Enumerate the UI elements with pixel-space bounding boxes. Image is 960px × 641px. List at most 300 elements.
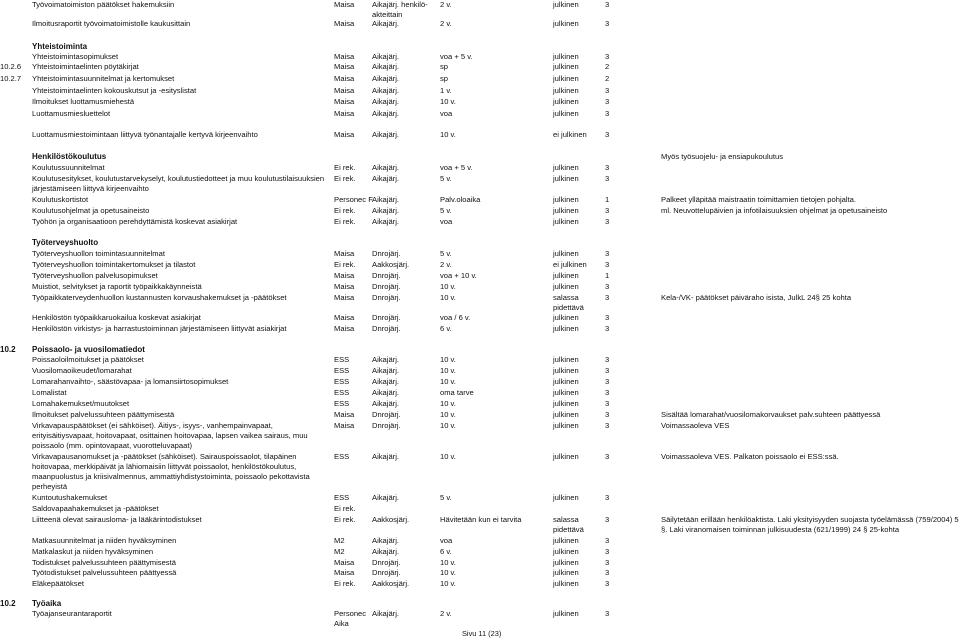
record-order: Dnrojärj. xyxy=(372,568,401,577)
retention-period: 10 v. xyxy=(440,558,456,567)
record-order: Aikajärj. xyxy=(372,217,400,226)
section-number: 10.2 xyxy=(0,345,16,354)
record-system: Ei rek. xyxy=(334,579,356,588)
table-row xyxy=(0,462,960,472)
record-system: Maisa xyxy=(334,52,355,61)
retention-period: 5 v. xyxy=(440,174,452,183)
record-remark: ml. Neuvottelupäivien ja infotilaisuuksien ohjelmat ja opetusaineisto xyxy=(661,206,888,215)
section-number: 10.2 xyxy=(0,599,16,608)
protection-level: 3 xyxy=(605,174,610,183)
record-title: Yhteistoimintaelinten kokouskutsut ja -esityslistat xyxy=(32,86,197,95)
table-row xyxy=(0,515,960,525)
retention-period: 6 v. xyxy=(440,324,452,333)
protection-level: 3 xyxy=(605,282,610,291)
retention-period: 2 v. xyxy=(440,609,452,618)
record-title: Liitteenä olevat sairausloma- ja lääkärintodistukset xyxy=(32,515,202,524)
publicity-status: julkinen xyxy=(553,568,579,577)
record-order: Aakkosjärj. xyxy=(372,260,410,269)
section-number: 10.2.7 xyxy=(0,74,22,83)
publicity-status: julkinen xyxy=(553,421,579,430)
table-row xyxy=(0,388,960,398)
retention-period: 10 v. xyxy=(440,293,456,302)
record-remark: Voimassaoleva VES xyxy=(661,421,730,430)
retention-period: 5 v. xyxy=(440,206,452,215)
record-order: Dnrojärj. xyxy=(372,421,401,430)
record-order: Aikajärj. xyxy=(372,206,400,215)
record-order: Aikajärj. xyxy=(372,97,400,106)
record-order: Aikajärj. xyxy=(372,19,400,28)
record-order: Dnrojärj. xyxy=(372,282,401,291)
section-number: 10.2.6 xyxy=(0,62,22,71)
protection-level: 3 xyxy=(605,568,610,577)
publicity-status: julkinen xyxy=(553,388,579,397)
protection-level: 1 xyxy=(605,195,610,204)
table-row xyxy=(0,536,960,546)
publicity-status: julkinen xyxy=(553,366,579,375)
record-system: Maisa xyxy=(334,421,355,430)
record-order: Aikajärj. xyxy=(372,399,400,408)
record-title: Ilmoitusraportit työvoimatoimistolle kaukusittain xyxy=(32,19,191,28)
record-title: Saldovapaahakemukset ja -päätökset xyxy=(32,504,159,513)
record-title: Virkavapausanomukset ja -päätökset (sähköiset). Sairauspoissaolot, tilapäinen xyxy=(32,452,297,461)
table-row xyxy=(0,271,960,281)
record-title: maanpuolustus ja kriisivalmennus, ammattiyhdistystoiminta, poissaolo pekottavista xyxy=(32,472,310,481)
publicity-status: julkinen xyxy=(553,609,579,618)
publicity-status: julkinen xyxy=(553,86,579,95)
retention-period: voa xyxy=(440,217,453,226)
table-row xyxy=(0,260,960,270)
record-title: Henkilöstön työpaikkaruokailua koskevat asiakirjat xyxy=(32,313,201,322)
retention-period: voa / 6 v. xyxy=(440,313,471,322)
record-system: ESS xyxy=(334,377,350,386)
table-row xyxy=(0,355,960,365)
table-row xyxy=(0,86,960,96)
retention-period: 2 v. xyxy=(440,0,452,9)
table-row xyxy=(0,74,960,84)
page-number: Sivu 11 (23) xyxy=(462,629,502,638)
record-order: Aikajärj. xyxy=(372,493,400,502)
table-row xyxy=(0,558,960,568)
table-row xyxy=(0,472,960,482)
retention-period: oma tarve xyxy=(440,388,474,397)
record-order: Aikajärj. xyxy=(372,195,400,204)
record-system: Personec F xyxy=(334,195,373,204)
table-row xyxy=(0,431,960,441)
record-order: Aikajärj. xyxy=(372,62,400,71)
record-title: Työterveyshuollon palvelusopimukset xyxy=(32,271,158,280)
retention-period: 10 v. xyxy=(440,421,456,430)
record-system: ESS xyxy=(334,366,350,375)
record-title: Matkasuunnitelmat ja niiden hyväksyminen xyxy=(32,536,177,545)
protection-level: 3 xyxy=(605,515,610,524)
protection-level: 3 xyxy=(605,217,610,226)
record-system: Ei rek. xyxy=(334,217,356,226)
record-title: Henkilöstökoulutus xyxy=(32,152,107,161)
record-order: Dnrojärj. xyxy=(372,271,401,280)
retention-period: 6 v. xyxy=(440,547,452,556)
record-order: Aikajärj. xyxy=(372,366,400,375)
publicity-status: julkinen xyxy=(553,0,579,9)
section-heading-row xyxy=(0,238,960,248)
retention-period: 5 v. xyxy=(440,493,452,502)
record-order: Aikajärj. xyxy=(372,52,400,61)
record-remark: Voimassaoleva VES. Palkaton poissaolo ei ESS:ssä. xyxy=(661,452,839,461)
record-system: Maisa xyxy=(334,86,355,95)
record-system: Maisa xyxy=(334,271,355,280)
publicity-status: julkinen xyxy=(553,410,579,419)
publicity-status: julkinen xyxy=(553,452,579,461)
publicity-status: julkinen xyxy=(553,282,579,291)
publicity-status: julkinen xyxy=(553,579,579,588)
protection-level: 3 xyxy=(605,558,610,567)
retention-period: 10 v. xyxy=(440,282,456,291)
record-system: ESS xyxy=(334,452,350,461)
publicity-status: ei julkinen xyxy=(553,260,587,269)
record-system: Maisa xyxy=(334,109,355,118)
record-order: Aikajärj. xyxy=(372,109,400,118)
table-row xyxy=(0,579,960,589)
record-system: ESS xyxy=(334,493,350,502)
record-title: Muistiot, selvitykset ja raportit työpaikkakäynneistä xyxy=(32,282,202,291)
table-row xyxy=(0,184,960,194)
table-row xyxy=(0,303,960,313)
record-system: Ei rek. xyxy=(334,515,356,524)
record-title: Työtodistukset palvelussuhteen päättyessä xyxy=(32,568,177,577)
record-system: Maisa xyxy=(334,74,355,83)
retention-period: voa xyxy=(440,536,453,545)
table-row xyxy=(0,293,960,303)
record-order: Dnrojärj. xyxy=(372,293,401,302)
protection-level: 3 xyxy=(605,410,610,419)
record-order: Aikajärj. xyxy=(372,547,400,556)
protection-level: 3 xyxy=(605,547,610,556)
record-title: Eläkepäätökset xyxy=(32,579,84,588)
table-row xyxy=(0,619,960,629)
publicity-status: julkinen xyxy=(553,174,579,183)
record-order: Aikajärj. xyxy=(372,74,400,83)
record-system: ESS xyxy=(334,399,350,408)
table-row xyxy=(0,452,960,462)
protection-level: 2 xyxy=(605,74,610,83)
record-order: Dnrojärj. xyxy=(372,324,401,333)
retention-period: voa xyxy=(440,109,453,118)
publicity-status: julkinen xyxy=(553,547,579,556)
table-row xyxy=(0,482,960,492)
record-title: poissaolo (mm. opintovapaat, vuorotteluvapaat) xyxy=(32,441,192,450)
record-title: Työpaikkaterveydenhuollon kustannusten korvaushakemukset ja -päätökset xyxy=(32,293,287,302)
retention-period: 10 v. xyxy=(440,410,456,419)
record-title: Poissaolo- ja vuosilomatiedot xyxy=(32,345,145,354)
table-row xyxy=(0,493,960,503)
protection-level: 3 xyxy=(605,493,610,502)
record-title: Työajanseurantaraportit xyxy=(32,609,112,618)
record-system: Ei rek. xyxy=(334,174,356,183)
table-row xyxy=(0,249,960,259)
record-remark: §. Laki viranomaisen toiminnan julkisuudesta (621/1999) 24 § 25-kohta xyxy=(661,525,900,534)
record-title: Virkavapauspäätökset (ei sähköiset). Äitiys-, isyys-, vanhempainvapaat, xyxy=(32,421,273,430)
retention-period: 10 v. xyxy=(440,452,456,461)
record-order: Aikajärj. xyxy=(372,377,400,386)
table-row xyxy=(0,109,960,119)
retention-period: 10 v. xyxy=(440,568,456,577)
record-order: akteittain xyxy=(372,10,403,19)
table-row xyxy=(0,52,960,62)
publicity-status: julkinen xyxy=(553,324,579,333)
publicity-status: pidettävä xyxy=(553,525,584,534)
record-system: Personec xyxy=(334,609,367,618)
record-title: Ilmoitukset palvelussuhteen päättymisestä xyxy=(32,410,175,419)
protection-level: 3 xyxy=(605,0,610,9)
record-title: Henkilöstön virkistys- ja harrastustoiminnan järjestämiseen liittyvät asiakirjat xyxy=(32,324,287,333)
record-system: M2 xyxy=(334,547,345,556)
record-order: Dnrojärj. xyxy=(372,249,401,258)
record-title: Työaika xyxy=(32,599,62,608)
table-row xyxy=(0,282,960,292)
publicity-status: julkinen xyxy=(553,74,579,83)
record-title: Lomalistat xyxy=(32,388,67,397)
record-order: Aikajärj. xyxy=(372,86,400,95)
protection-level: 3 xyxy=(605,130,610,139)
publicity-status: julkinen xyxy=(553,62,579,71)
record-title: perheyistä xyxy=(32,482,68,491)
record-order: Dnrojärj. xyxy=(372,313,401,322)
record-remark: Myös työsuojelu- ja ensiapukoulutus xyxy=(661,152,783,161)
record-title: Ilmoitukset luottamusmiehestä xyxy=(32,97,135,106)
section-heading-row xyxy=(0,345,960,355)
protection-level: 3 xyxy=(605,377,610,386)
table-row xyxy=(0,609,960,619)
table-row xyxy=(0,19,960,29)
record-title: Koulutusesitykset, koulutustarvekyselyt, koulutustiedotteet ja muu koulutustilaisuuksien xyxy=(32,174,325,183)
protection-level: 3 xyxy=(605,163,610,172)
record-system: ESS xyxy=(334,355,350,364)
protection-level: 3 xyxy=(605,388,610,397)
protection-level: 3 xyxy=(605,579,610,588)
table-row xyxy=(0,195,960,205)
protection-level: 3 xyxy=(605,313,610,322)
table-row xyxy=(0,421,960,431)
record-system: Ei rek. xyxy=(334,163,356,172)
publicity-status: julkinen xyxy=(553,271,579,280)
record-title: Lomarahanvaihto-, säästövapaa- ja lomansiirtosopimukset xyxy=(32,377,229,386)
table-row xyxy=(0,313,960,323)
record-order: Aikajärj. xyxy=(372,174,400,183)
record-order: Aikajärj. xyxy=(372,452,400,461)
publicity-status: julkinen xyxy=(553,206,579,215)
protection-level: 3 xyxy=(605,52,610,61)
record-order: Aakkosjärj. xyxy=(372,515,410,524)
protection-level: 3 xyxy=(605,536,610,545)
table-row xyxy=(0,399,960,409)
section-heading-row xyxy=(0,599,960,609)
record-system: ESS xyxy=(334,388,350,397)
publicity-status: salassa xyxy=(553,293,579,302)
record-order: Aikajärj. henkilö- xyxy=(372,0,428,9)
record-title: Työterveyshuollon toimintakertomukset ja tilastot xyxy=(32,260,196,269)
record-system: Aika xyxy=(334,619,349,628)
record-remark: Sisältää lomarahat/vuosilomakorvaukset palv.suhteen päättyessä xyxy=(661,410,881,419)
record-order: Aikajärj. xyxy=(372,536,400,545)
retention-period: 10 v. xyxy=(440,399,456,408)
record-title: hoitovapaa, merkkipäivät ja lähiomaisiin liittyvät poissaolot, henkilöstökoulutus, xyxy=(32,462,297,471)
protection-level: 3 xyxy=(605,19,610,28)
protection-level: 3 xyxy=(605,293,610,302)
publicity-status: julkinen xyxy=(553,377,579,386)
record-remark: Palkeet ylläpitää maistraatin toimittamien tietojen pohjalta. xyxy=(661,195,857,204)
retention-period: 10 v. xyxy=(440,355,456,364)
record-title: Luottamusmiesluettelot xyxy=(32,109,111,118)
record-title: Luottamusmiestoimintaan liittyvä työnantajalle kertyvä kirjeenvaihto xyxy=(32,130,258,139)
publicity-status: julkinen xyxy=(553,19,579,28)
protection-level: 1 xyxy=(605,271,610,280)
table-row xyxy=(0,525,960,535)
record-title: Yhteistoimintasopimukset xyxy=(32,52,119,61)
record-system: Maisa xyxy=(334,558,355,567)
retention-period: 2 v. xyxy=(440,260,452,269)
record-system: Ei rek. xyxy=(334,206,356,215)
record-remark: Säilytetään erillään henkilöaktista. Laki yksityisyyden suojasta työelämässä (759/2004) 5 xyxy=(661,515,959,524)
protection-level: 3 xyxy=(605,399,610,408)
record-title: Vuosilomaoikeudet/lomarahat xyxy=(32,366,132,375)
publicity-status: julkinen xyxy=(553,249,579,258)
record-remark: Kela-/VK- päätökset päiväraho isista, JulkL 24§ 25 kohta xyxy=(661,293,852,302)
record-order: Dnrojärj. xyxy=(372,410,401,419)
table-row xyxy=(0,174,960,184)
protection-level: 3 xyxy=(605,260,610,269)
protection-level: 3 xyxy=(605,206,610,215)
table-row xyxy=(0,366,960,376)
retention-period: voa + 10 v. xyxy=(440,271,477,280)
publicity-status: julkinen xyxy=(553,355,579,364)
protection-level: 3 xyxy=(605,97,610,106)
table-row xyxy=(0,410,960,420)
record-system: Maisa xyxy=(334,282,355,291)
retention-period: 5 v. xyxy=(440,249,452,258)
retention-period: sp xyxy=(440,62,449,71)
section-heading-row xyxy=(0,152,960,162)
publicity-status: julkinen xyxy=(553,163,579,172)
table-row xyxy=(0,0,960,10)
publicity-status: ei julkinen xyxy=(553,130,587,139)
retention-period: 10 v. xyxy=(440,130,456,139)
record-title: Koulutuskortistot xyxy=(32,195,89,204)
publicity-status: julkinen xyxy=(553,558,579,567)
table-row xyxy=(0,163,960,173)
record-system: Maisa xyxy=(334,293,355,302)
record-title: Koulutusohjelmat ja opetusaineisto xyxy=(32,206,150,215)
record-system: Maisa xyxy=(334,249,355,258)
record-system: Maisa xyxy=(334,62,355,71)
publicity-status: julkinen xyxy=(553,313,579,322)
protection-level: 3 xyxy=(605,452,610,461)
publicity-status: julkinen xyxy=(553,399,579,408)
table-row xyxy=(0,377,960,387)
table-row xyxy=(0,324,960,334)
record-title: erityisäitiysvapaat, hoitovapaat, osittainen hoitovapaa, lapsen vaikea sairaus, muu xyxy=(32,431,308,440)
table-row xyxy=(0,217,960,227)
record-order: Aikajärj. xyxy=(372,163,400,172)
record-title: Yhteistoimintasuunnitelmat ja kertomukset xyxy=(32,74,175,83)
protection-level: 3 xyxy=(605,86,610,95)
record-order: Aikajärj. xyxy=(372,355,400,364)
protection-level: 3 xyxy=(605,249,610,258)
record-title: Lomahakemukset/muutokset xyxy=(32,399,130,408)
table-row xyxy=(0,206,960,216)
retention-period: 10 v. xyxy=(440,579,456,588)
record-title: Matkalaskut ja niiden hyväksyminen xyxy=(32,547,154,556)
publicity-status: julkinen xyxy=(553,493,579,502)
table-row xyxy=(0,130,960,140)
table-row xyxy=(0,441,960,451)
publicity-status: julkinen xyxy=(553,217,579,226)
table-row xyxy=(0,62,960,72)
record-title: järjestämiseen liittyvä kirjeenvaihto xyxy=(32,184,149,193)
record-title: Kuntoutushakemukset xyxy=(32,493,108,502)
record-order: Aikajärj. xyxy=(372,388,400,397)
retention-period: 10 v. xyxy=(440,97,456,106)
record-system: Ei rek. xyxy=(334,260,356,269)
record-title: Työvoimatoimiston päätökset hakemuksiin xyxy=(32,0,175,9)
publicity-status: julkinen xyxy=(553,109,579,118)
record-title: Todistukset palvelussuhteen päättymisestä xyxy=(32,558,176,567)
record-title: Koulutussuunnitelmat xyxy=(32,163,105,172)
protection-level: 3 xyxy=(605,355,610,364)
publicity-status: pidettävä xyxy=(553,303,584,312)
retention-period: 2 v. xyxy=(440,19,452,28)
record-system: Maisa xyxy=(334,130,355,139)
retention-period: sp xyxy=(440,74,449,83)
record-title: Yhteistoimintaelinten pöytäkirjat xyxy=(32,62,139,71)
retention-period: voa + 5 v. xyxy=(440,163,473,172)
publicity-status: julkinen xyxy=(553,97,579,106)
retention-period: 10 v. xyxy=(440,377,456,386)
record-system: Ei rek. xyxy=(334,504,356,513)
retention-period: voa + 5 v. xyxy=(440,52,473,61)
record-order: Aikajärj. xyxy=(372,609,400,618)
publicity-status: julkinen xyxy=(553,195,579,204)
record-title: Yhteistoiminta xyxy=(32,42,88,51)
record-title: Poissaoloilmoitukset ja päätökset xyxy=(32,355,144,364)
retention-period: Hävitetään kun ei tarvita xyxy=(440,515,522,524)
record-system: Maisa xyxy=(334,97,355,106)
publicity-status: salassa xyxy=(553,515,579,524)
record-system: Maisa xyxy=(334,0,355,9)
retention-period: 1 v. xyxy=(440,86,452,95)
record-order: Dnrojärj. xyxy=(372,558,401,567)
protection-level: 3 xyxy=(605,366,610,375)
table-row xyxy=(0,547,960,557)
publicity-status: julkinen xyxy=(553,52,579,61)
section-heading-row xyxy=(0,42,960,52)
retention-period: 10 v. xyxy=(440,366,456,375)
protection-level: 3 xyxy=(605,421,610,430)
table-row xyxy=(0,568,960,578)
record-title: Työterveyshuollon toimintasuunnitelmat xyxy=(32,249,165,258)
protection-level: 3 xyxy=(605,109,610,118)
record-system: Maisa xyxy=(334,19,355,28)
record-order: Aakkosjärj. xyxy=(372,579,410,588)
table-row xyxy=(0,97,960,107)
protection-level: 3 xyxy=(605,324,610,333)
record-system: Maisa xyxy=(334,324,355,333)
record-system: M2 xyxy=(334,536,345,545)
record-system: Maisa xyxy=(334,313,355,322)
record-order: Aikajärj. xyxy=(372,130,400,139)
record-system: Maisa xyxy=(334,568,355,577)
record-system: Maisa xyxy=(334,410,355,419)
record-title: Työhön ja organisaatioon perehdyttämistä koskevat asiakirjat xyxy=(32,217,238,226)
protection-level: 3 xyxy=(605,609,610,618)
